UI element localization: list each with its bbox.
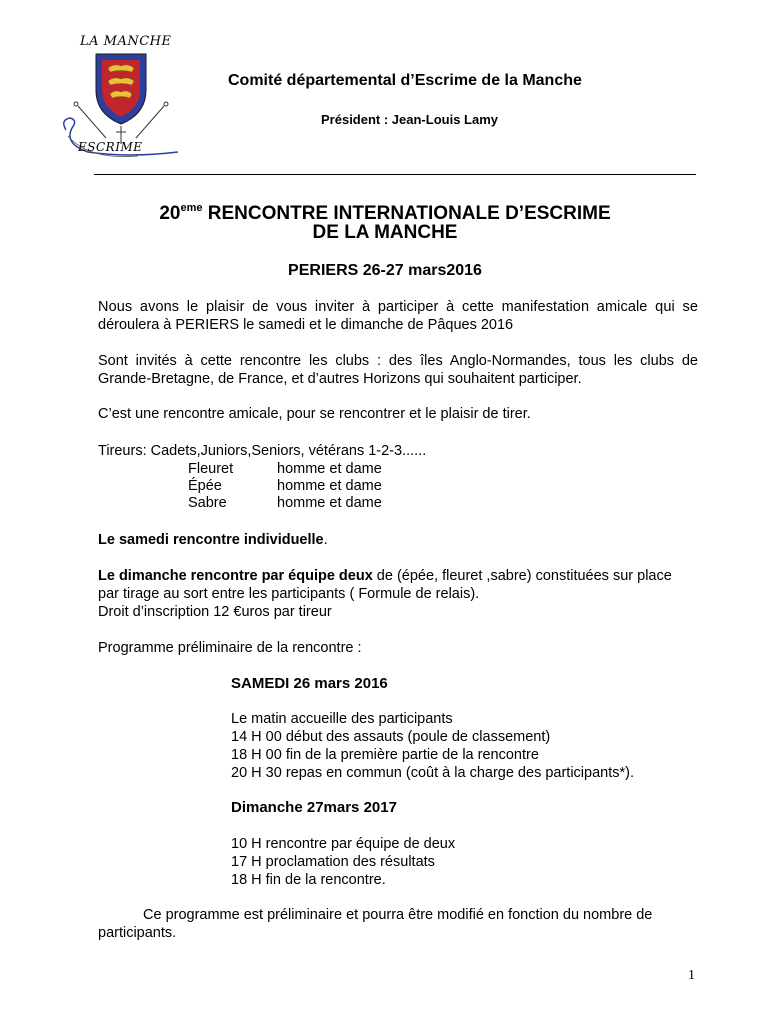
samedi-info	[98, 531, 328, 549]
registration-fee: Droit d’inscription 12 €uros par tireur	[98, 604, 332, 620]
samedi-info-bold: Le samedi rencontre individuelle	[98, 532, 324, 548]
category-fleuret: homme et dame	[277, 461, 382, 477]
category-epee: homme et dame	[277, 478, 382, 494]
logo-bottom-text: ESCRIME	[78, 140, 143, 154]
weapon-fleuret: Fleuret	[188, 461, 234, 477]
day2-heading: Dimanche 27mars 2017	[231, 799, 397, 816]
intro-p1-line1: Nous avons le plaisir de vous inviter à participer à cette manifestation amicale qui se	[98, 299, 698, 315]
logo-top-text: LA MANCHE	[80, 34, 172, 49]
day2-item: 17 H proclamation des résultats	[231, 854, 435, 870]
president-line: Président : Jean-Louis Lamy	[321, 112, 498, 127]
samedi-info-rest: .	[323, 532, 328, 548]
day1-item: Le matin accueille des participants	[231, 711, 453, 727]
dimanche-info-bold: Le dimanche rencontre par équipe deux	[98, 568, 373, 584]
title-line1: RENCONTRE INTERNATIONALE D’ESCRIME	[202, 203, 611, 224]
title-ordinal: eme	[180, 202, 203, 214]
programme-intro: Programme préliminaire de la rencontre :	[98, 640, 362, 656]
header-divider	[94, 174, 696, 175]
intro-p2-line2: Grande-Bretagne, de France, et d’autres Horizons qui souhaitent participer.	[98, 371, 582, 387]
weapon-sabre: Sabre	[188, 495, 227, 511]
day1-item: 20 H 30 repas en commun (coût à la charge des participants*).	[231, 765, 634, 781]
event-subtitle: PERIERS 26-27 mars2016	[288, 262, 482, 279]
page-number: 1	[688, 968, 695, 983]
title-line2: DE LA MANCHE	[312, 222, 458, 243]
day1-heading: SAMEDI 26 mars 2016	[231, 675, 388, 692]
day2-item: 10 H rencontre par équipe de deux	[231, 836, 456, 852]
day1-item: 14 H 00 début des assauts (poule de classement)	[231, 729, 551, 745]
programme-note-line2: participants.	[98, 925, 177, 941]
dimanche-info	[98, 567, 672, 585]
day2-item: 18 H fin de la rencontre.	[231, 872, 386, 888]
dimanche-info-rest: de (épée, fleuret ,sabre) constituées sur place	[372, 568, 672, 584]
intro-p1-line2: déroulera à PERIERS le samedi et le dimanche de Pâques 2016	[98, 317, 514, 333]
day1-item: 18 H 00 fin de la première partie de la rencontre	[231, 747, 539, 763]
intro-p3: C’est une rencontre amicale, pour se rencontrer et le plaisir de tirer.	[98, 406, 531, 422]
title-number: 20	[159, 203, 181, 224]
club-logo	[58, 32, 183, 162]
intro-p2-line1: Sont invités à cette rencontre les clubs : des îles Anglo-Normandes, tous les clubs de	[98, 353, 698, 369]
category-sabre: homme et dame	[277, 495, 382, 511]
dimanche-info-line2: par tirage au sort entre les participants ( Formule de relais).	[98, 586, 480, 602]
org-name: Comité départemental d’Escrime de la Manche	[228, 72, 582, 89]
weapon-epee: Épée	[188, 478, 222, 494]
tireurs-heading: Tireurs: Cadets,Juniors,Seniors, vétérans 1-2-3......	[98, 443, 427, 459]
programme-note-line1: Ce programme est préliminaire et pourra être modifié en fonction du nombre de	[143, 907, 653, 923]
